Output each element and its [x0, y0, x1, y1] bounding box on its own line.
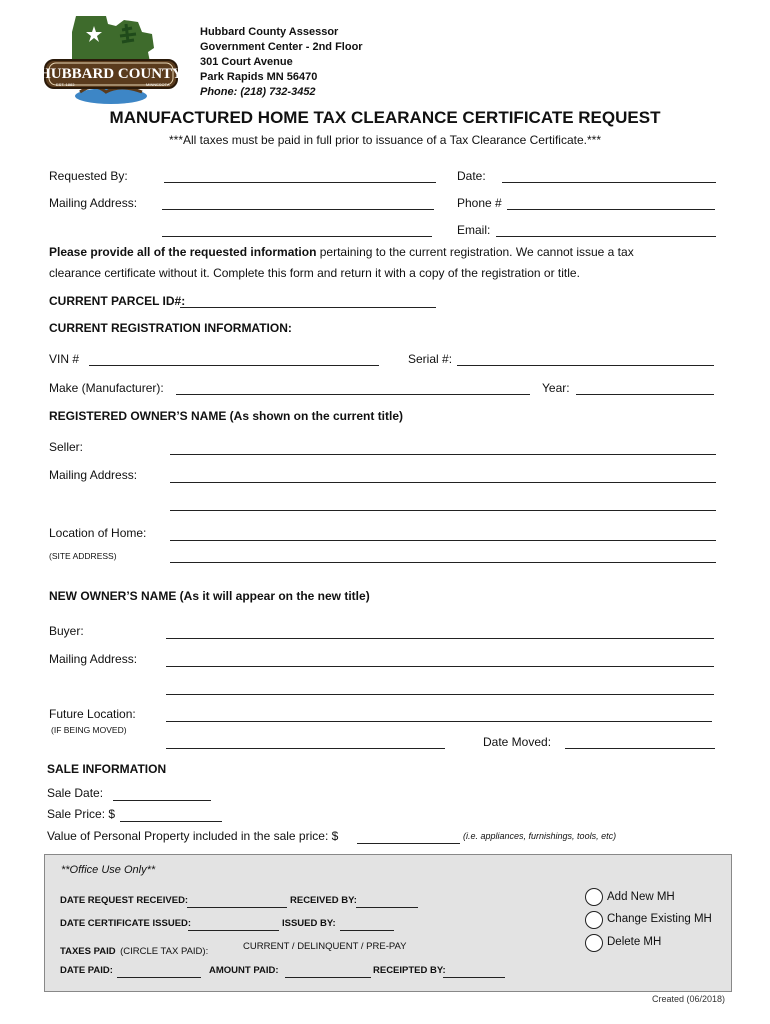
- notice-text: pertaining to the current registration. We cannot issue a tax: [316, 245, 634, 259]
- site-address-note: (SITE ADDRESS): [49, 551, 117, 561]
- logo-text: HUBBARD COUNTY: [42, 66, 180, 82]
- owner-mailing-field-2[interactable]: [170, 510, 716, 511]
- make-label: Make (Manufacturer):: [49, 381, 164, 395]
- buyer-label: Buyer:: [49, 624, 84, 638]
- location-label: Location of Home:: [49, 526, 147, 540]
- form-title: MANUFACTURED HOME TAX CLEARANCE CERTIFICATE REQUEST: [109, 108, 661, 127]
- owner-mailing-field[interactable]: [170, 482, 716, 483]
- office-use-heading: **Office Use Only**: [61, 864, 156, 876]
- date-received-field[interactable]: [187, 907, 287, 908]
- date-moved-label: Date Moved:: [483, 735, 552, 749]
- if-moved-note: (IF BEING MOVED): [51, 725, 127, 735]
- received-by-field[interactable]: [356, 907, 418, 908]
- receipted-by-label: RECEIPTED BY:: [373, 965, 446, 976]
- phone-number: Phone: (218) 732-3452: [200, 86, 316, 98]
- vin-field[interactable]: [89, 365, 379, 366]
- city-state-zip: Park Rapids MN 56470: [200, 71, 318, 83]
- serial-field[interactable]: [457, 365, 714, 366]
- county-logo: [42, 12, 180, 108]
- email-label: Email:: [457, 223, 491, 237]
- buyer-mailing-field-2[interactable]: [166, 694, 714, 695]
- date-issued-label: DATE CERTIFICATE ISSUED:: [60, 918, 192, 929]
- mailing-address-field-2[interactable]: [162, 236, 432, 237]
- future-location-label: Future Location:: [49, 707, 136, 721]
- owner-mailing-label: Mailing Address:: [49, 468, 138, 482]
- mailing-address-field[interactable]: [162, 209, 434, 210]
- phone-label: Phone #: [457, 196, 502, 210]
- parcel-id-label: CURRENT PARCEL ID#:: [49, 294, 186, 308]
- personal-property-field[interactable]: [357, 843, 460, 844]
- notice-line-2: clearance certificate without it. Complete this form and return it with a copy of the registration or title.: [49, 266, 580, 280]
- requested-by-label: Requested By:: [49, 169, 128, 183]
- date-moved-field[interactable]: [565, 748, 715, 749]
- location-field-2[interactable]: [170, 562, 716, 563]
- location-field[interactable]: [170, 540, 716, 541]
- buyer-field[interactable]: [166, 638, 714, 639]
- email-field[interactable]: [496, 236, 716, 237]
- requested-by-field[interactable]: [164, 182, 436, 183]
- buyer-mailing-label: Mailing Address:: [49, 652, 138, 666]
- taxes-paid-row: [60, 941, 208, 959]
- serial-label: Serial #:: [408, 352, 453, 366]
- amount-paid-label: AMOUNT PAID:: [209, 965, 279, 976]
- government-center: Government Center - 2nd Floor: [200, 41, 363, 53]
- date-received-label: DATE REQUEST RECEIVED:: [60, 895, 189, 906]
- seller-label: Seller:: [49, 440, 84, 454]
- seller-field[interactable]: [170, 454, 716, 455]
- street-address: 301 Court Avenue: [200, 56, 293, 68]
- buyer-mailing-field[interactable]: [166, 666, 714, 667]
- make-field[interactable]: [176, 394, 530, 395]
- amount-paid-field[interactable]: [285, 977, 371, 978]
- date-paid-field[interactable]: [117, 977, 201, 978]
- registration-heading: CURRENT REGISTRATION INFORMATION:: [49, 321, 292, 335]
- future-location-field[interactable]: [166, 721, 712, 722]
- header-address: [200, 25, 363, 100]
- office-use-box: [44, 854, 732, 992]
- received-by-label: RECEIVED BY:: [290, 895, 357, 906]
- assessor-name: Hubbard County Assessor: [200, 26, 339, 38]
- circle-tax-note: (CIRCLE TAX PAID):: [120, 946, 209, 957]
- taxes-paid-label: TAXES PAID: [60, 946, 116, 957]
- sale-heading: SALE INFORMATION: [47, 762, 167, 776]
- receipted-by-field[interactable]: [443, 977, 505, 978]
- sale-price-label: Sale Price: $: [47, 807, 116, 821]
- created-date: Created (06/2018): [652, 994, 726, 1004]
- personal-property-label: Value of Personal Property included in the sale price: $: [47, 829, 339, 843]
- svg-text:EST. 1883: EST. 1883: [56, 82, 75, 87]
- vin-label: VIN #: [49, 352, 80, 366]
- issued-by-field[interactable]: [340, 930, 394, 931]
- add-new-mh-label: Add New MH: [607, 891, 675, 903]
- notice-line-1: [49, 245, 634, 259]
- change-existing-mh-label: Change Existing MH: [607, 913, 712, 925]
- new-owner-heading: NEW OWNER’S NAME (As it will appear on the new title): [49, 589, 370, 603]
- future-location-field-2[interactable]: [166, 748, 445, 749]
- change-existing-mh-radio[interactable]: [585, 911, 603, 929]
- phone-field[interactable]: [507, 209, 715, 210]
- sale-date-field[interactable]: [113, 800, 211, 801]
- delete-mh-label: Delete MH: [607, 936, 662, 948]
- svg-text:MINNESOTA: MINNESOTA: [146, 82, 170, 87]
- add-new-mh-radio[interactable]: [585, 888, 603, 906]
- parcel-id-field[interactable]: [180, 307, 436, 308]
- date-label: Date:: [457, 169, 486, 183]
- notice-emphasis: Please provide all of the requested information: [49, 245, 317, 259]
- tax-options[interactable]: CURRENT / DELINQUENT / PRE-PAY: [243, 941, 407, 952]
- year-field[interactable]: [576, 394, 714, 395]
- form-subtitle: ***All taxes must be paid in full prior to issuance of a Tax Clearance Certificate.***: [169, 133, 601, 147]
- issued-by-label: ISSUED BY:: [282, 918, 336, 929]
- personal-property-note: (i.e. appliances, furnishings, tools, etc): [463, 831, 617, 841]
- registered-owner-heading: REGISTERED OWNER’S NAME (As shown on the current title): [49, 409, 404, 423]
- mailing-address-label: Mailing Address:: [49, 196, 138, 210]
- date-field[interactable]: [502, 182, 716, 183]
- date-issued-field[interactable]: [188, 930, 279, 931]
- delete-mh-radio[interactable]: [585, 934, 603, 952]
- sale-price-field[interactable]: [120, 821, 222, 822]
- sale-date-label: Sale Date:: [47, 786, 104, 800]
- date-paid-label: DATE PAID:: [60, 965, 113, 976]
- year-label: Year:: [542, 381, 570, 395]
